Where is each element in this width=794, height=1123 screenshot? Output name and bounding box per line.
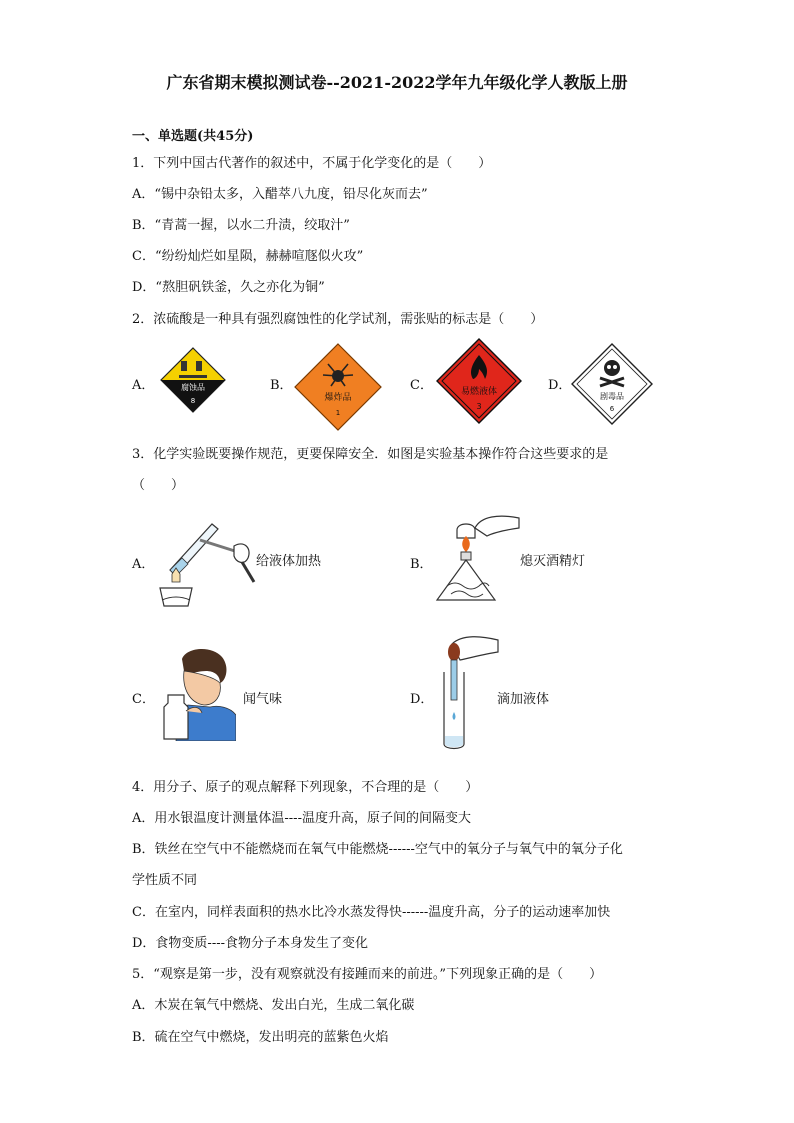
corrosive-label: 腐蚀品 bbox=[181, 383, 205, 392]
q3-letter-c: C． bbox=[132, 692, 155, 707]
explosive-sign bbox=[293, 342, 383, 432]
q4-option-b: B．铁丝在空气中不能燃烧而在氧气中能燃烧------空气中的氧分子与氧气中的氧分子化 bbox=[132, 842, 623, 857]
q2-letter-b: B． bbox=[270, 378, 293, 393]
q4-option-a: A．用水银温度计测量体温----温度升高，原子间的间隔变大 bbox=[132, 811, 471, 826]
dropper-bulb-icon bbox=[448, 643, 460, 661]
droplet-icon bbox=[453, 712, 456, 720]
q2-letter-d: D． bbox=[548, 378, 572, 393]
corrosive-sign bbox=[159, 346, 227, 414]
q3-letter-d: D． bbox=[410, 692, 434, 707]
q1-option-a: A．“锡中杂铅太多，入醋萃八九度，铅尽化灰而去” bbox=[132, 187, 428, 202]
q3-stem-line2: （ ） bbox=[132, 478, 185, 493]
q3-letter-b: B． bbox=[410, 557, 433, 572]
alcohol-lamp-icon bbox=[437, 560, 495, 600]
flammable-liquid-sign bbox=[435, 337, 523, 425]
dropper-tube-icon bbox=[451, 660, 457, 700]
explosive-label: 爆炸品 bbox=[324, 393, 352, 403]
adding-liquid-figure bbox=[432, 632, 500, 756]
q4-option-b-cont: 学性质不同 bbox=[132, 873, 198, 888]
q3-letter-a: A． bbox=[132, 557, 155, 572]
liquid-icon bbox=[445, 736, 463, 747]
q1-option-b: B．“青蒿一握，以水二升渍，绞取汁” bbox=[132, 218, 350, 233]
face-icon bbox=[184, 671, 221, 705]
page-title: 广东省期末模拟测试卷--2021-2022学年九年级化学人教版上册 bbox=[166, 73, 628, 92]
q2-letter-a: A． bbox=[132, 378, 155, 393]
toxic-sign bbox=[570, 342, 654, 426]
drip-plate-icon bbox=[179, 375, 207, 378]
q1-option-d: D．“熬胆矾铁釜，久之亦化为铜” bbox=[132, 280, 325, 295]
hand-icon bbox=[234, 544, 249, 563]
corrosive-number: 8 bbox=[190, 397, 196, 405]
tube-holder-icon bbox=[200, 540, 238, 552]
q4-option-c: C．在室内，同样表面积的热水比冷水蒸发得快------温度升高，分子的运动速率加快 bbox=[132, 905, 611, 920]
skull-icon bbox=[604, 360, 620, 376]
q4-stem: 4．用分子、原子的观点解释下列现象，不合理的是（ ） bbox=[132, 780, 479, 795]
q5-stem: 5．“观察是第一步，没有观察就没有接踵而来的前进。”下列现象正确的是（ ） bbox=[132, 967, 603, 982]
lamp-cap-icon bbox=[457, 524, 475, 538]
q4-option-d: D．食物变质----食物分子本身发生了变化 bbox=[132, 936, 368, 951]
test-tube-icon bbox=[196, 361, 202, 371]
explosive-diamond bbox=[295, 344, 381, 430]
q5-option-b: B．硫在空气中燃烧，发出明亮的蓝紫色火焰 bbox=[132, 1030, 389, 1045]
heating-liquid-figure bbox=[152, 510, 256, 614]
flammable-label: 易燃液体 bbox=[460, 387, 498, 397]
extinguish-lamp-figure bbox=[435, 508, 525, 614]
q1-stem: 1．下列中国古代著作的叙述中，不属于化学变化的是（ ） bbox=[132, 156, 492, 171]
q3-caption-c: 闻气味 bbox=[243, 692, 283, 707]
section-heading: 一、单选题(共45分) bbox=[132, 129, 254, 144]
test-tube-icon bbox=[181, 361, 187, 371]
q3-caption-d: 滴加液体 bbox=[497, 692, 550, 707]
arm-icon bbox=[242, 562, 254, 582]
q3-caption-a: 给液体加热 bbox=[256, 554, 322, 569]
toxic-number: 6 bbox=[609, 405, 615, 413]
toxic-label: 剧毒品 bbox=[600, 392, 624, 401]
smelling-figure bbox=[160, 645, 236, 745]
bottle-icon bbox=[164, 695, 188, 739]
q3-caption-b: 熄灭酒精灯 bbox=[520, 554, 586, 569]
q2-stem: 2．浓硫酸是一种具有强烈腐蚀性的化学试剂，需张贴的标志是（ ） bbox=[132, 312, 544, 327]
flammable-number: 3 bbox=[476, 402, 482, 411]
q2-letter-c: C． bbox=[410, 378, 433, 393]
q3-stem-line1: 3．化学实验既要操作规范，更要保障安全．如图是实验基本操作符合这些要求的是 bbox=[132, 447, 609, 462]
q5-option-a: A．木炭在氧气中燃烧、发出白光，生成二氧化碳 bbox=[132, 998, 415, 1013]
hand-icon bbox=[475, 516, 519, 536]
explosive-number: 1 bbox=[335, 409, 341, 417]
q1-option-c: C．“纷纷灿烂如星陨，赫赫喧豗似火攻” bbox=[132, 249, 364, 264]
